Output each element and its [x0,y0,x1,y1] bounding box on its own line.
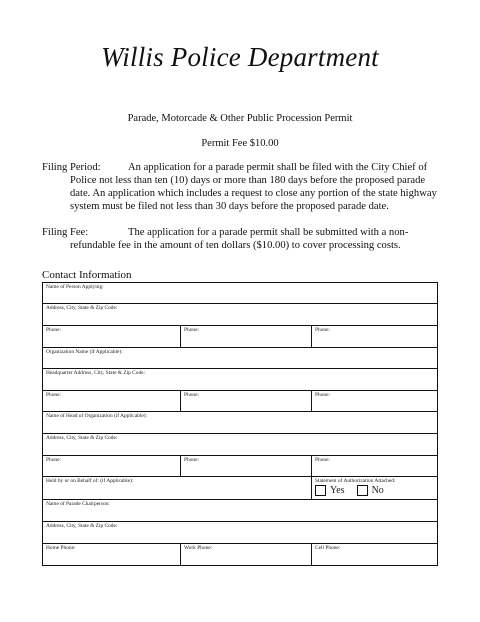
filing-fee-paragraph [42,226,438,252]
row-chair-phones [43,544,437,566]
page-title: Willis Police Department [101,42,379,72]
org-head-field[interactable] [43,412,437,433]
row-address-3 [43,522,437,544]
address-2-field[interactable] [43,434,437,455]
yes-label: Yes [330,485,345,496]
address-3-field[interactable] [43,522,437,543]
phone-2b-field[interactable] [180,391,311,411]
phone-label: Phone: [46,457,61,463]
row-address-1 [43,304,437,326]
row-address-2 [43,434,437,456]
org-head-label: Name of Head of Organization (if Applicable): [46,413,148,419]
phone-1c-field[interactable] [311,326,439,347]
row-behalf-authorization [43,477,437,500]
work-phone-field[interactable] [180,544,311,566]
filing-period-paragraph [42,161,438,213]
row-chairperson [43,500,437,522]
authorization-options [315,485,392,496]
work-phone-label: Work Phone: [184,545,213,551]
hq-address-label: Headquarter Address, City, State & Zip Code: [46,370,146,376]
applicant-name-field[interactable] [43,283,437,303]
cell-phone-field[interactable] [311,544,439,566]
hq-address-field[interactable] [43,369,437,390]
home-phone-label: Home Phone: [46,545,76,551]
authorization-field [311,477,439,499]
address-3-label: Address, City, State & Zip Code: [46,523,118,529]
phone-label: Phone: [46,392,61,398]
row-phones-2 [43,391,437,412]
row-applicant-name [43,283,437,304]
row-org-head [43,412,437,434]
phone-1a-field[interactable] [43,326,180,347]
phone-1b-field[interactable] [180,326,311,347]
chairperson-label: Name of Parade Chairperson: [46,501,110,507]
applicant-name-label: Name of Person Applying: [46,284,104,290]
phone-label: Phone: [315,392,330,398]
no-checkbox[interactable] [357,485,368,496]
phone-2c-field[interactable] [311,391,439,411]
row-organization [43,348,437,369]
contact-heading: Contact Information [42,269,132,281]
organization-field[interactable] [43,348,437,368]
contact-form [42,282,438,566]
phone-label: Phone: [315,457,330,463]
held-by-label: Held by or on Behalf of: (if Applicable): [46,478,134,484]
filing-period-label: Filing Period: [42,162,101,173]
phone-3c-field[interactable] [311,456,439,476]
filing-period-text: An application for a parade permit shall be filed with the City Chief of Police not less than ten (10) days or more than 180 days before the proposed parade date. An application which includes a request to close any portion of the state highway system must be filed not less than 30 days before the proposed parade date. [70,162,437,212]
no-label: No [371,485,384,496]
phone-label: Phone: [184,457,199,463]
home-phone-field[interactable] [43,544,180,566]
phone-label: Phone: [46,327,61,333]
row-phones-1 [43,326,437,348]
phone-3b-field[interactable] [180,456,311,476]
row-hq-address [43,369,437,391]
chairperson-field[interactable] [43,500,437,521]
filing-fee-label: Filing Fee: [42,227,89,238]
address-1-label: Address, City, State & Zip Code: [46,305,118,311]
row-phones-3 [43,456,437,477]
address-1-field[interactable] [43,304,437,325]
address-2-label: Address, City, State & Zip Code: [46,435,118,441]
permit-subtitle: Parade, Motorcade & Other Public Procession Permit [127,113,353,124]
phone-2a-field[interactable] [43,391,180,411]
phone-3a-field[interactable] [43,456,180,476]
cell-phone-label: Cell Phone: [315,545,341,551]
filing-fee-text: The application for a parade permit shall be submitted with a non-refundable fee in the amount of ten dollars ($10.00) to cover processing costs. [70,227,409,251]
authorization-label: Statement of Authorization Attached: [315,478,396,484]
organization-label: Organization Name (if Applicable): [46,349,123,355]
permit-fee: Permit Fee $10.00 [201,138,279,149]
held-by-field[interactable] [43,477,311,499]
phone-label: Phone: [184,327,199,333]
phone-label: Phone: [184,392,199,398]
yes-checkbox[interactable] [315,485,326,496]
phone-label: Phone: [315,327,330,333]
